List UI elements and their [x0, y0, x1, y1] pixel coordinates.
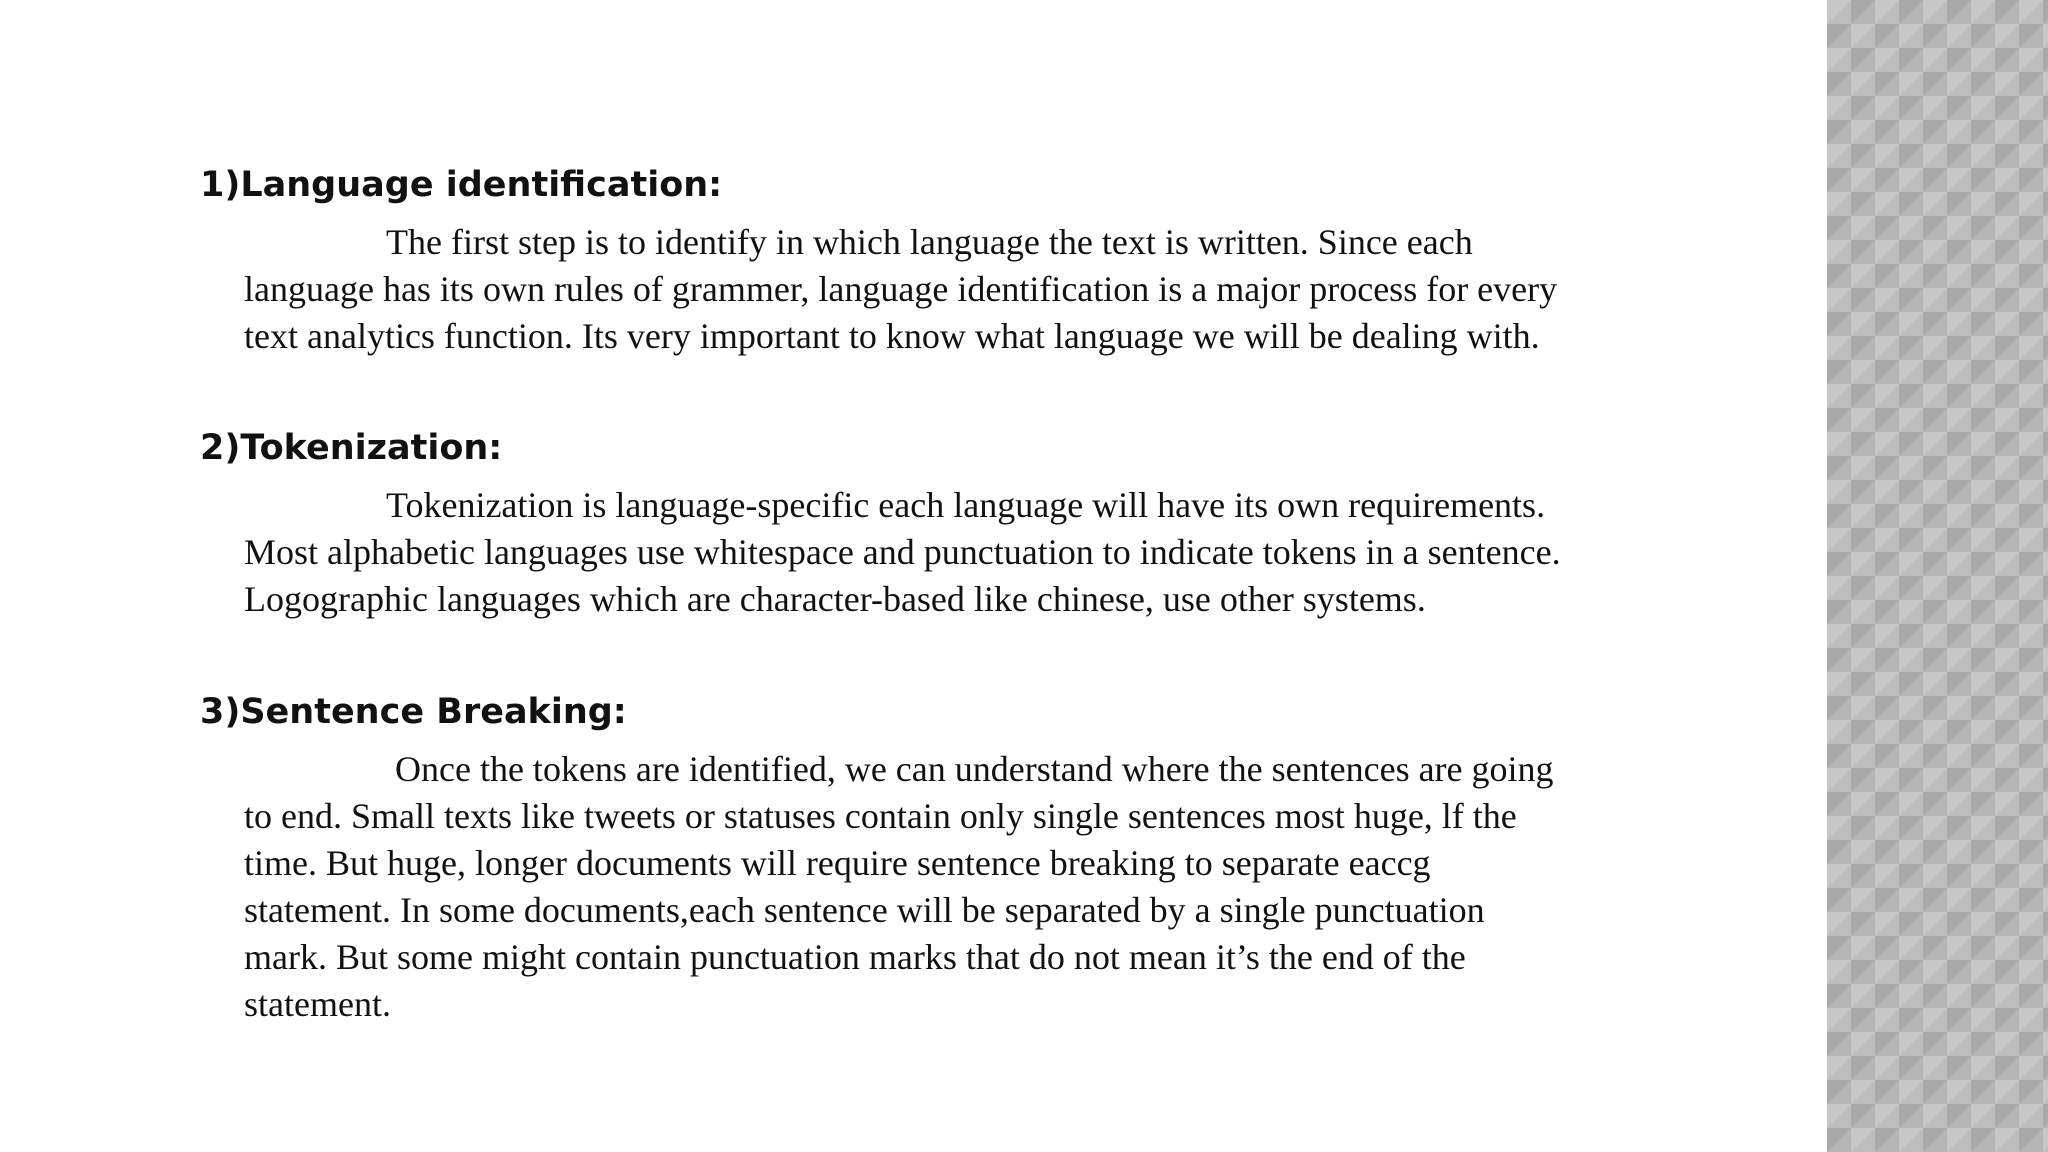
body-line: The first step is to identify in which language the text is written. Since each [386, 222, 1473, 262]
section-body [244, 482, 1724, 623]
section-heading: 3)Sentence Breaking: [200, 692, 627, 732]
body-line: to end. Small texts like tweets or statuses contain only single sentences most huge, lf the [244, 796, 1517, 836]
body-line: Most alphabetic languages use whitespace and punctuation to indicate tokens in a sentence. [244, 532, 1561, 572]
body-line: Tokenization is language-specific each language will have its own requirements. [386, 485, 1546, 525]
section-sentence-breaking [200, 692, 1720, 1028]
body-line: Logographic languages which are character-based like chinese, use other systems. [244, 579, 1426, 619]
body-line: mark. But some might contain punctuation marks that do not mean it’s the end of the [244, 937, 1466, 977]
section-language-identification [200, 165, 1720, 360]
section-heading: 1)Language identification: [200, 165, 723, 205]
section-body [244, 746, 1724, 1028]
body-line: language has its own rules of grammer, language identification is a major process for every [244, 269, 1558, 309]
body-line: statement. [244, 984, 391, 1024]
body-line: statement. In some documents,each sentence will be separated by a single punctuation [244, 890, 1485, 930]
body-line: Once the tokens are identified, we can understand where the sentences are going [386, 749, 1554, 789]
decorative-side-pattern [1827, 0, 2048, 1152]
section-heading: 2)Tokenization: [200, 428, 503, 468]
section-tokenization [200, 428, 1720, 623]
body-line: text analytics function. Its very important to know what language we will be dealing with. [244, 316, 1540, 356]
body-line: time. But huge, longer documents will require sentence breaking to separate eaccg [244, 843, 1431, 883]
section-body [244, 219, 1724, 360]
